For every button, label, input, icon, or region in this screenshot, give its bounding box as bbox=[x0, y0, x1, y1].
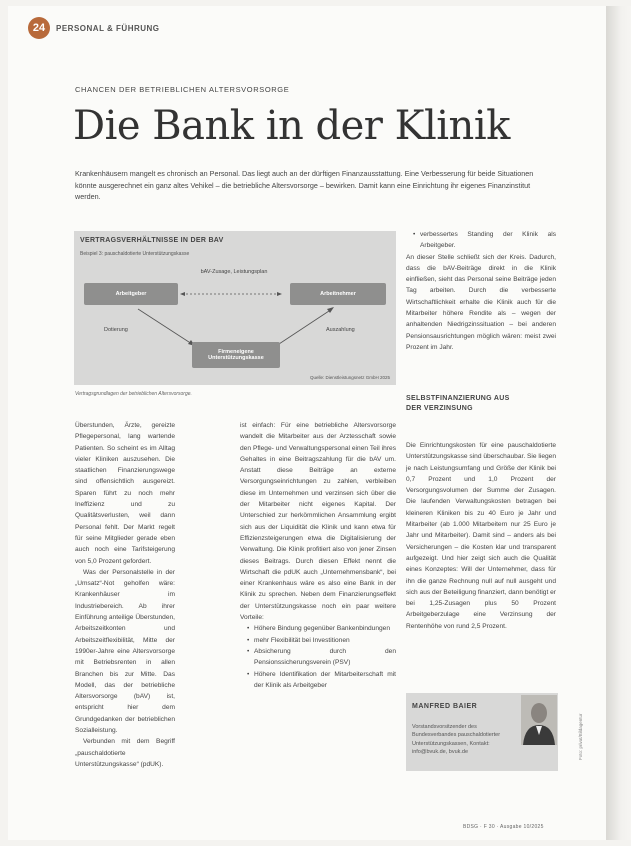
subheading-line-1: SELBSTFINANZIERUNG AUS bbox=[406, 395, 510, 402]
article-intro: Krankenhäusern mangelt es chronisch an Personal. Das liegt auch an der dürftigen Finanzausstattung. Eine Verbesserung für beide Situationen könnte ausgerechnet ein ganz altes Vehikel – die betriebliche Altersvorsorge – bewirken. Damit kann eine Einrichtung ihr eigenes Finanzinstitut werden. bbox=[75, 169, 534, 202]
paragraph: An dieser Stelle schließt sich der Kreis. Dadurch, dass die bAV-Beiträge direkt in die Klinik einfließen, sieht das Personal seine Beiträge jeden Tag arbeiten. Durch die verbesserte Wirtschaftlichkeit erhalte die Klinik auch für die Mitarbeiter höhere Rendite als – wegen der anhaltenden Niedrigzinssituation – bei anderen Pensionsausrichtungen möglich wären: meist zwei Prozent im Jahr. bbox=[406, 253, 556, 351]
author-bio: Vorstandsvorsitzender des Bundesverbandes pauschaldotierter Unterstützungskassen, Kontakt: info@bvuk.de, bvuk.de bbox=[412, 724, 501, 756]
diagram-subtitle: Beispiel 3: pauschaldotierte Unterstützungskasse bbox=[80, 251, 190, 257]
paragraph: Die Einrichtungskosten für eine pauschaldotierte Unterstützungskasse sind überschaubar. Sie liegen je nach Leistungsumfang und Größe der Klinik bei 0,7 Prozent und 1,0 Prozent der Versorgungsvolumen der Summe der Zusagen. Die laufenden Verwaltungskosten betragen bei kleineren Kliniken bis zu 40 Euro je Jahr und Mitarbeiter (ab 1.000 Mitarbeitern nur 25 Euro je Jahr und Mitarbeiter). Damit sind – anders als bei Versicherungen – die Kosten klar und transparent aufgezeigt. Und hier zeigt sich auch die Qualität eines Konzeptes: Will der Unternehmer, dass für ihn die ganze Rechnung null auf null ausgeht und sich aus der Beteiligung finanziert, dann benötigt er bei 1,25-Zusagen plus 50 Prozent Arbeitgeberzulage eine Verzinsung der Rentenhöhe von rund 2,5 Prozent. bbox=[406, 442, 556, 630]
list-item: • verbessertes Standing der Klinik als Arbeitgeber. bbox=[420, 229, 556, 252]
paragraph: Verbunden mit dem Begriff „pauschaldotierte Unterstützungskasse“ (pdUK). bbox=[75, 738, 175, 768]
paragraph: Was der Personalstelle in der „Umsatz“-Not geholfen wäre: Krankenhäuser im Industriebereich. Ab ihrer Einführung anteilige Überstunden, Arbeitszeitkonten und Arbeitszeitflexibilität, Mitte der 1990er-Jahre eine Altersvorsorge mit Betriebsrenten in allen Branchen bis zur Mitte. Das Modell, das der betriebliche Altersvorsorge (bAV) ist, entspricht hier dem Grundgedanken der betrieblichen Sozialleistung. bbox=[75, 568, 175, 735]
benefits-list bbox=[240, 623, 396, 691]
body-column-1 bbox=[75, 420, 175, 770]
subheading-line-2: DER VERZINSUNG bbox=[406, 405, 473, 412]
label-payout: Auszahlung bbox=[326, 327, 355, 333]
portrait-icon bbox=[521, 695, 557, 745]
photo-credit: Foto: privat/Bildagentur bbox=[578, 713, 583, 760]
page-edge-shadow bbox=[606, 6, 631, 840]
node-support-fund: Firmeneigene Unterstützungskasse bbox=[192, 342, 280, 368]
diagram-caption: Vertragsgrundlagen der betrieblichen Altersvorsorge. bbox=[75, 391, 192, 397]
body-column-3-top bbox=[406, 229, 556, 353]
label-commitment: bAV-Zusage, Leistungsplan bbox=[200, 269, 268, 275]
list-item: • Höhere Bindung gegenüber Bankenbindungen bbox=[254, 623, 396, 634]
page-number-badge: 24 bbox=[28, 17, 50, 39]
list-item: • mehr Flexibilität bei Investitionen bbox=[254, 635, 396, 646]
subheading bbox=[406, 394, 510, 414]
article-title: Die Bank in der Klinik bbox=[73, 103, 510, 149]
page-header bbox=[28, 16, 160, 40]
label-funding: Dotierung bbox=[104, 327, 128, 333]
body-column-3 bbox=[406, 440, 556, 632]
diagram-source: Quelle: Dienstleistungsnetz GmbH 2025 bbox=[309, 375, 390, 380]
paragraph: ist einfach: Für eine betriebliche Altersvorsorge wandelt die Mitarbeiter aus der Arztesschaft sowie den Pflege- und Verwaltungspersonal einen Teil ihres Gehaltes in eine Beitragszahlung für die bAV um. Anstatt diese Beiträge an externe Versorgungseinrichtungen zu zahlen, verbleiben diese im Unternehmen und verzinsen sich über die der Mitarbeiter nicht eigenes Kapital. Der Unterschied zur herkömmlichen Ansammlung ergibt sich aus der Liquidität die Klinik und kann etwa für Effizienzsteigerungen etwa die Digitalisierung der Verwaltung. Die Klinik profitiert also von jener Zinsen dieses Beitrags. Durch diesen Effekt nennt die Wirtschaft die pdUK auch „Unternehmensbank“, bei einer Krankenhaus wäre es also eine Bank in der Klinik zu sprechen. Neben dem Finanzierungseffekt der Unterstützungskasse noch ein paar weitere Vorteile: bbox=[240, 422, 396, 622]
page-footer: BDSG · F 30 · Ausgabe 10/2025 bbox=[463, 824, 544, 830]
author-name: MANFRED BAIER bbox=[412, 703, 478, 710]
section-label: PERSONAL & FÜHRUNG bbox=[56, 23, 160, 33]
paragraph: Überstunden, Ärzte, gereizte Pflegepersonal, lang wartende Patienten. So scheint es im Alltag vieler Kliniken auszusehen. Die staatlichen Finanzierungswege sind offensichtlich ausgereizt. Sparen führt zu noch mehr Ineffizienz und zu Qualitätsverlusten, weil dann Personal fehlt. Der Markt regelt für seine Mitglieder gerade eben auch noch eine Tarifsteigerung von 5,0 Prozent gefordert. bbox=[75, 422, 175, 565]
node-employer: Arbeitgeber bbox=[84, 283, 178, 305]
body-column-2 bbox=[240, 420, 396, 691]
author-photo bbox=[521, 695, 557, 745]
node-employee: Arbeitnehmer bbox=[290, 283, 386, 305]
author-box bbox=[406, 693, 558, 771]
list-item: • Absicherung durch den Pensionssicherungsverein (PSV) bbox=[254, 646, 396, 669]
list-item: • Höhere Identifikation der Mitarbeiterschaft mit der Klinik als Arbeitgeber bbox=[254, 669, 396, 692]
bav-diagram bbox=[74, 231, 396, 385]
benefits-list-continued bbox=[406, 229, 556, 252]
diagram-title: VERTRAGSVERHÄLTNISSE IN DER BAV bbox=[80, 237, 224, 244]
article-kicker: CHANCEN DER BETRIEBLICHEN ALTERSVORSORGE bbox=[75, 85, 290, 94]
